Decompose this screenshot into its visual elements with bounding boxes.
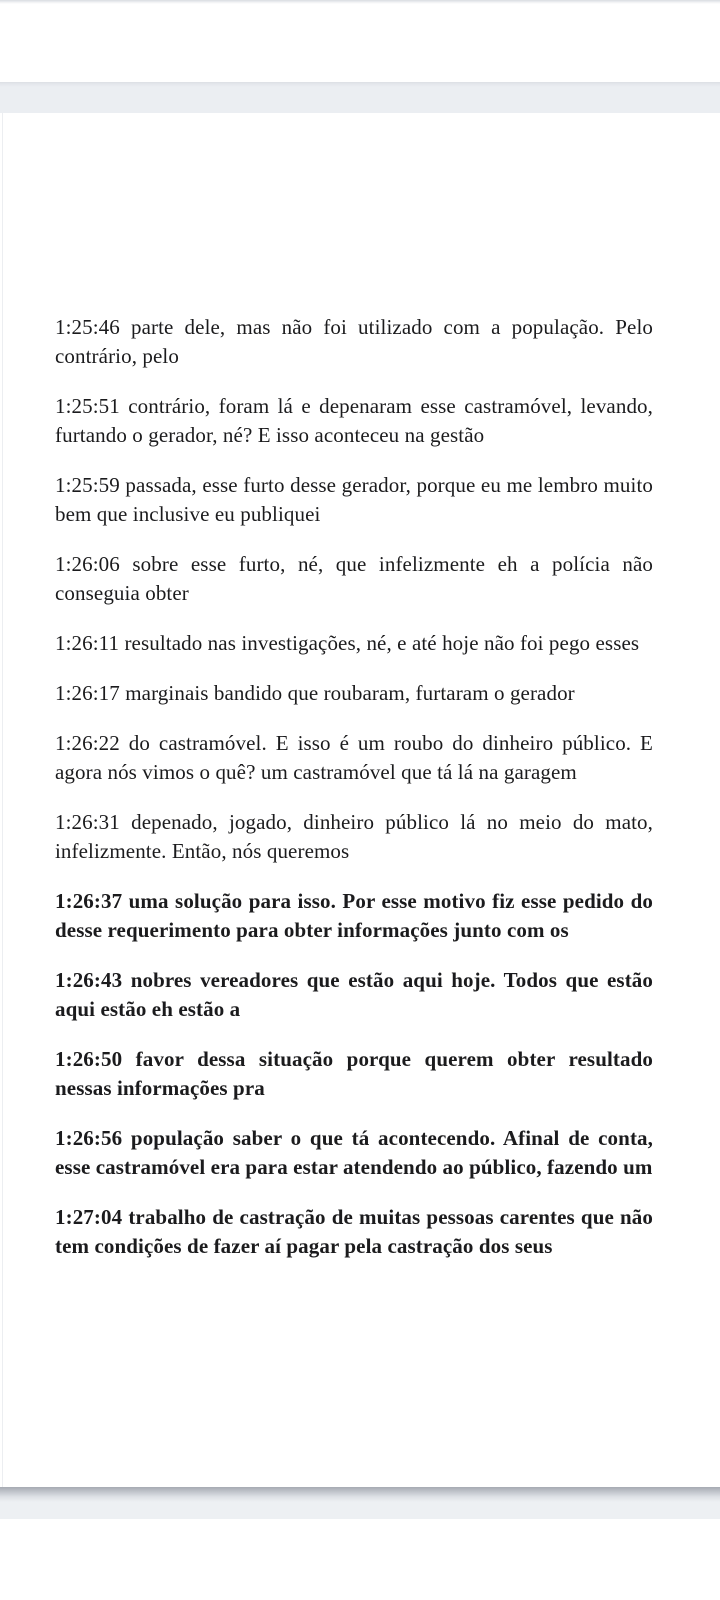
next-page-top bbox=[0, 1519, 720, 1600]
transcript-paragraph bbox=[55, 966, 653, 1024]
transcript-paragraph bbox=[55, 808, 653, 866]
transcript-paragraph bbox=[55, 1045, 653, 1103]
transcript-paragraph bbox=[55, 679, 653, 708]
transcript-text: passada, esse furto desse gerador, porque eu me lembro muito bem que inclusive eu publiquei bbox=[55, 473, 653, 526]
timestamp: 1:25:51 bbox=[55, 394, 120, 418]
page-gap-top bbox=[0, 82, 720, 113]
transcript-paragraph bbox=[55, 392, 653, 450]
viewport-top-shade bbox=[0, 0, 720, 4]
transcript-paragraph bbox=[55, 550, 653, 608]
transcript-text: parte dele, mas não foi utilizado com a população. Pelo contrário, pelo bbox=[55, 315, 653, 368]
transcript-text: do castramóvel. E isso é um roubo do dinheiro público. E agora nós vimos o quê? um castramóvel que tá lá na garagem bbox=[55, 731, 653, 784]
transcript-paragraph bbox=[55, 629, 653, 658]
timestamp: 1:25:46 bbox=[55, 315, 120, 339]
timestamp: 1:26:50 bbox=[55, 1047, 123, 1071]
transcript-text: marginais bandido que roubaram, furtaram o gerador bbox=[125, 681, 575, 705]
document-page[interactable] bbox=[0, 113, 720, 1487]
transcript-text: contrário, foram lá e depenaram esse castramóvel, levando, furtando o gerador, né? E isso aconteceu na gestão bbox=[55, 394, 653, 447]
transcript-paragraph bbox=[55, 471, 653, 529]
transcript-paragraph bbox=[55, 887, 653, 945]
timestamp: 1:26:37 bbox=[55, 889, 123, 913]
transcript-text: favor dessa situação porque querem obter resultado nessas informações pra bbox=[55, 1047, 653, 1100]
timestamp: 1:27:04 bbox=[55, 1205, 123, 1229]
transcript-paragraph bbox=[55, 313, 653, 371]
transcript-paragraph bbox=[55, 1203, 653, 1261]
timestamp: 1:26:17 bbox=[55, 681, 120, 705]
timestamp: 1:25:59 bbox=[55, 473, 120, 497]
transcript-text: uma solução para isso. Por esse motivo fiz esse pedido do desse requerimento para obter informações junto com os bbox=[55, 889, 653, 942]
transcript-text: trabalho de castração de muitas pessoas carentes que não tem condições de fazer aí pagar pela castração dos seus bbox=[55, 1205, 653, 1258]
transcript-text: nobres vereadores que estão aqui hoje. Todos que estão aqui estão eh estão a bbox=[55, 968, 653, 1021]
transcript bbox=[55, 113, 653, 1282]
transcript-paragraph bbox=[55, 729, 653, 787]
transcript-paragraph bbox=[55, 1124, 653, 1182]
timestamp: 1:26:11 bbox=[55, 631, 120, 655]
timestamp: 1:26:43 bbox=[55, 968, 123, 992]
transcript-text: sobre esse furto, né, que infelizmente eh a polícia não conseguia obter bbox=[55, 552, 653, 605]
transcript-text: população saber o que tá acontecendo. Afinal de conta, esse castramóvel era para estar atendendo ao público, fazendo um bbox=[55, 1126, 653, 1179]
timestamp: 1:26:06 bbox=[55, 552, 120, 576]
timestamp: 1:26:31 bbox=[55, 810, 120, 834]
page-gap-bottom bbox=[0, 1487, 720, 1519]
timestamp: 1:26:22 bbox=[55, 731, 120, 755]
transcript-text: depenado, jogado, dinheiro público lá no meio do mato, infelizmente. Então, nós queremos bbox=[55, 810, 653, 863]
transcript-text: resultado nas investigações, né, e até hoje não foi pego esses bbox=[124, 631, 640, 655]
page-left-edge bbox=[2, 113, 3, 1487]
timestamp: 1:26:56 bbox=[55, 1126, 123, 1150]
